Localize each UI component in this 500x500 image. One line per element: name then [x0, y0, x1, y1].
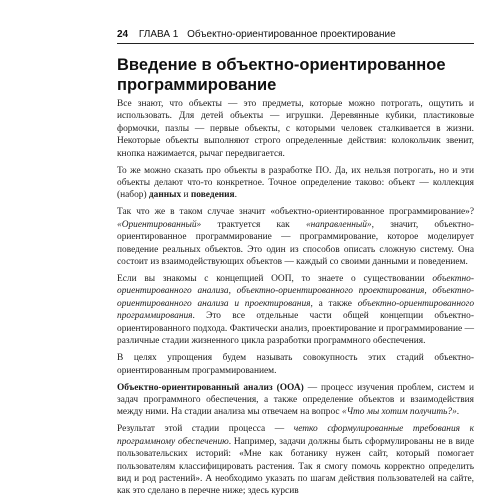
- text-run: Так что же в таком случае значит «объектно-ориентированное программирование»?: [117, 207, 474, 218]
- text-run: Результат этой стадии процесса —: [117, 424, 294, 435]
- text-run: — процесс изучения проблем, систем и задач программного обеспечения, а также определение объектов и взаимодействия между ними. На стадии анализа мы отвечаем на вопрос: [117, 382, 474, 418]
- bold-term-ooa: Объектно-ориентированный анализ (ООА): [117, 382, 304, 393]
- italic-term: «Ориентированный»: [117, 219, 202, 230]
- paragraph-3: [117, 206, 474, 268]
- paragraph-2: [117, 165, 474, 202]
- italic-term: четко сформулированные требования к программному обеспечению: [117, 424, 474, 447]
- italic-term: «Что мы хотим получить?»: [341, 407, 457, 418]
- bold-term-behavior: поведения: [190, 190, 235, 201]
- body-text: [117, 98, 474, 500]
- italic-term: объектно-ориентированного программирования: [117, 298, 475, 322]
- bold-term-data: данных: [148, 190, 182, 201]
- text-run: .: [456, 407, 460, 418]
- italic-term: «направленный»: [305, 219, 372, 230]
- paragraph-7: [117, 423, 474, 497]
- header-rule: [117, 43, 474, 44]
- text-run: .: [234, 190, 237, 201]
- running-head: [117, 28, 474, 42]
- paragraph-6: [117, 382, 474, 419]
- text-run: трактуется как: [201, 219, 306, 230]
- paragraph-1: Все знают, что объекты — это предметы, которые можно потрогать, ощутить и использовать. Для детей объекты — игрушки. Деревянные кубики, пластиковые формочки, пазлы — первые объекты, с которыми человек сталкивается в жизни. Некоторые объекты выполняют строго определенные действия: колокольчик звенит, кнопка нажимается, рычаг передвигается.: [117, 99, 474, 159]
- text-run: . Например, задачи должны быть сформулированы не в виде пользовательских историй: «Мне как ботанику нужен сайт, который помогает пользователям классифицировать растения. Так я смогу помочь корректно определить вид и род растений». А необходимо указать по шагам действия пользователей на сайте, как это сделано в перечне ниже; здесь курсив: [117, 436, 474, 497]
- text-run: Если вы знакомы с концепцией ООП, то знаете о существовании: [117, 274, 433, 285]
- paragraph-4: [117, 273, 474, 347]
- section-title: Введение в объектно-ориентированное программирование: [117, 56, 446, 94]
- page-number: 24: [117, 29, 129, 40]
- text-run: . Это все отдельные части общей концепции объектно-ориентированного подхода. Фактически анализ, проектирование и программирование — различные стадии жизненного цикла разработки программного обеспечения.: [117, 311, 474, 347]
- paragraph-5: В целях упрощения будем называть совокупность этих стадий объектно-ориентированным программированием.: [117, 353, 474, 376]
- italic-term: объектно-ориентированного анализа, объектно-ориентированного проектирования, объектно-ориентированного анализа и проектирования: [117, 274, 474, 309]
- text-run: , а также: [310, 298, 358, 309]
- text-run: То же можно сказать про объекты в разработке ПО. Да, их нельзя потрогать, но и эти объекты делают что-то конкретное. Точное определение таково: объект — коллекция (набор): [117, 165, 474, 201]
- chapter-label: ГЛАВА 1: [138, 29, 179, 40]
- text-run: , значит, объектно-ориентированное программирование — программирование, которое моделирует поведение реальных объектов. Это один из способов описать сложную систему. Она состоит из взаимодействующих объектов — каждый со своими данными и поведением.: [117, 219, 474, 268]
- text-run: и: [181, 190, 191, 201]
- chapter-title: Объектно-ориентированное проектирование: [187, 29, 396, 40]
